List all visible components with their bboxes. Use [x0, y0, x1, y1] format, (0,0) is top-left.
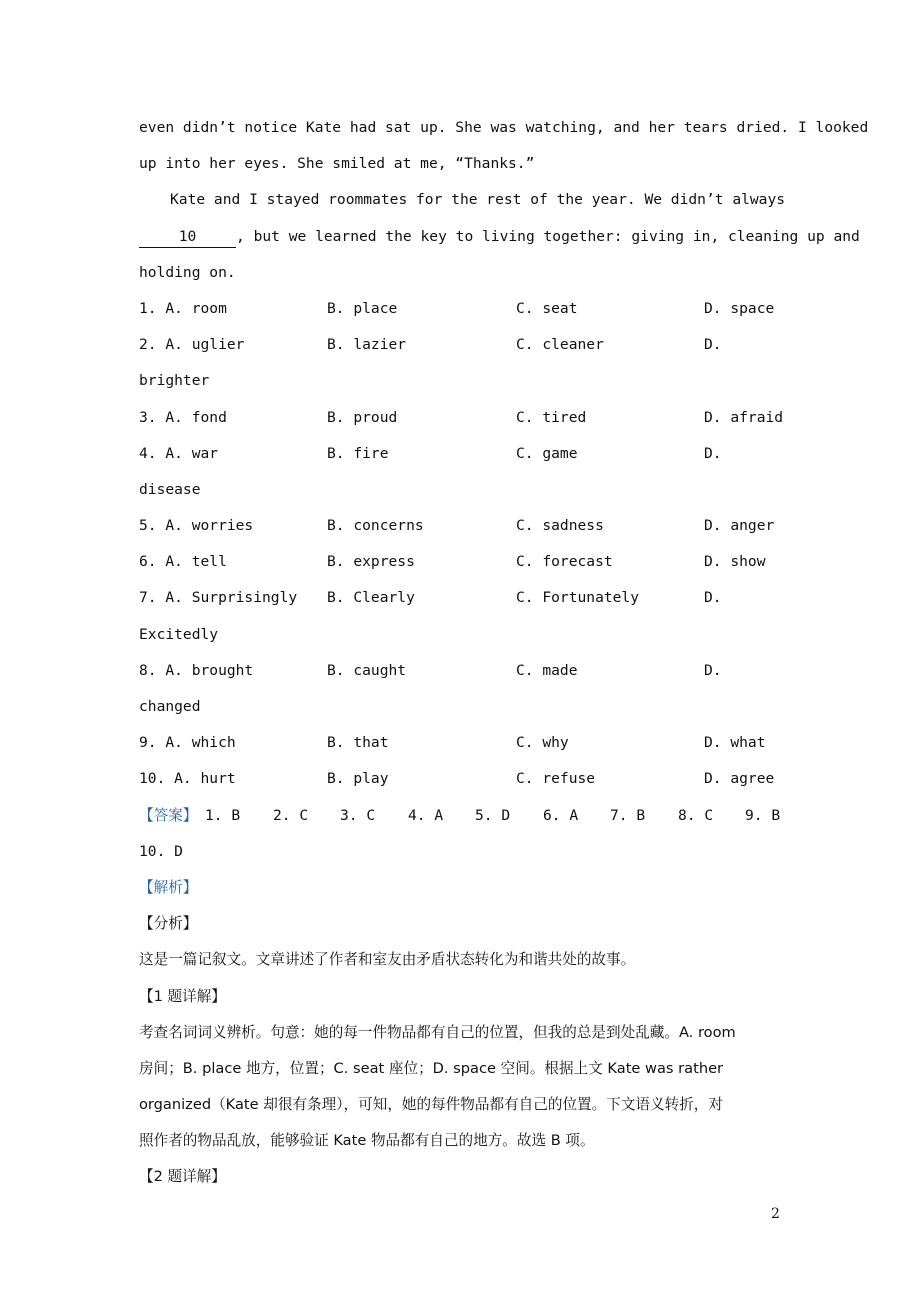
option-d: D. afraid [704, 408, 784, 426]
page-number: 2 [771, 1206, 780, 1222]
document-body [139, 110, 869, 1196]
option-a: 10. A. hurt [139, 770, 236, 788]
option-a: 3. A. fond [139, 408, 227, 426]
option-wrap: brighter [139, 372, 210, 390]
q1-explanation-line: 照作者的物品乱放，能够验证 Kate 物品都有自己的地方。故选 B 项。 [139, 1132, 595, 1150]
q1-explanation-line: 房间；B. place 地方，位置；C. seat 座位；D. space 空间。根据上文 Kate was rather [139, 1059, 724, 1077]
passage-line: Kate and I stayed roommates for the rest of the year. We didn’t always [170, 191, 786, 209]
option-c: C. seat [516, 299, 578, 317]
question-row [139, 436, 784, 472]
option-c: C. cleaner [516, 336, 604, 354]
question-row [139, 327, 784, 363]
option-d: D. agree [704, 770, 775, 788]
fenxi-label: 【分析】 [139, 915, 198, 933]
option-c: C. made [516, 661, 578, 679]
answer-wrap: 10. D [139, 842, 183, 860]
option-c: C. why [516, 734, 569, 752]
option-a: 2. A. uglier [139, 336, 245, 354]
option-a: 1. A. room [139, 299, 227, 317]
analysis-label: 【解析】 [139, 878, 198, 896]
answer-label: 【答案】 [139, 806, 198, 824]
option-d: D. show [704, 553, 766, 571]
answer-item: 9. B [745, 806, 781, 824]
question-row [139, 725, 784, 761]
option-wrap: disease [139, 480, 201, 498]
option-c: C. tired [516, 408, 587, 426]
answer-item: 6. A [543, 806, 579, 824]
option-b: B. concerns [327, 517, 424, 535]
option-b: B. caught [327, 661, 407, 679]
question-row [139, 580, 784, 616]
question-row [139, 400, 784, 436]
option-d: D. [704, 589, 722, 607]
answer-item: 5. D [475, 806, 511, 824]
option-a: 7. A. Surprisingly [139, 589, 298, 607]
option-d: D. anger [704, 517, 775, 535]
passage-line: holding on. [139, 263, 236, 281]
option-b: B. proud [327, 408, 398, 426]
answer-item: 2. C [273, 806, 309, 824]
option-c: C. game [516, 444, 578, 462]
option-a: 9. A. which [139, 734, 236, 752]
question-row [139, 761, 784, 797]
answer-item: 7. B [610, 806, 646, 824]
answer-line [139, 798, 784, 834]
answer-blank: 10 [139, 227, 236, 248]
q1-label: 【1 题详解】 [139, 987, 226, 1005]
option-c: C. forecast [516, 553, 613, 571]
answer-item: 1. B [205, 806, 241, 824]
question-row [139, 544, 784, 580]
option-a: 6. A. tell [139, 553, 227, 571]
passage-text: , but we learned the key to living together: giving in, cleaning up and [236, 227, 860, 245]
option-b: B. lazier [327, 336, 407, 354]
option-c: C. Fortunately [516, 589, 640, 607]
passage-line: up into her eyes. She smiled at me, “Thanks.” [139, 155, 535, 173]
option-d: D. [704, 444, 722, 462]
option-b: B. express [327, 553, 415, 571]
question-row [139, 291, 784, 327]
option-b: B. place [327, 299, 398, 317]
question-row [139, 653, 784, 689]
q2-label: 【2 题详解】 [139, 1168, 226, 1186]
option-c: C. refuse [516, 770, 596, 788]
passage-line [139, 219, 860, 255]
question-list [139, 291, 784, 798]
summary-text: 这是一篇记叙文。文章讲述了作者和室友由矛盾状态转化为和谐共处的故事。 [139, 951, 636, 969]
answer-item: 3. C [340, 806, 376, 824]
q1-explanation-line: organized（Kate 却很有条理），可知，她的每件物品都有自己的位置。下文语义转折，对 [139, 1096, 723, 1114]
option-a: 5. A. worries [139, 517, 254, 535]
option-d: D. [704, 336, 722, 354]
passage-line: even didn’t notice Kate had sat up. She was watching, and her tears dried. I looked [139, 119, 869, 136]
option-b: B. Clearly [327, 589, 415, 607]
option-c: C. sadness [516, 517, 604, 535]
option-d: D. what [704, 734, 766, 752]
option-b: B. play [327, 770, 389, 788]
option-a: 4. A. war [139, 444, 219, 462]
option-d: D. [704, 661, 722, 679]
question-row [139, 508, 784, 544]
option-b: B. fire [327, 444, 389, 462]
option-wrap: Excitedly [139, 625, 219, 643]
option-b: B. that [327, 734, 389, 752]
option-a: 8. A. brought [139, 661, 254, 679]
option-d: D. space [704, 299, 775, 317]
option-wrap: changed [139, 698, 201, 715]
answer-item: 8. C [678, 806, 714, 824]
answer-item: 4. A [408, 806, 444, 824]
q1-explanation-line: 考查名词词义辨析。句意：她的每一件物品都有自己的位置，但我的总是到处乱藏。A. room [139, 1023, 736, 1041]
